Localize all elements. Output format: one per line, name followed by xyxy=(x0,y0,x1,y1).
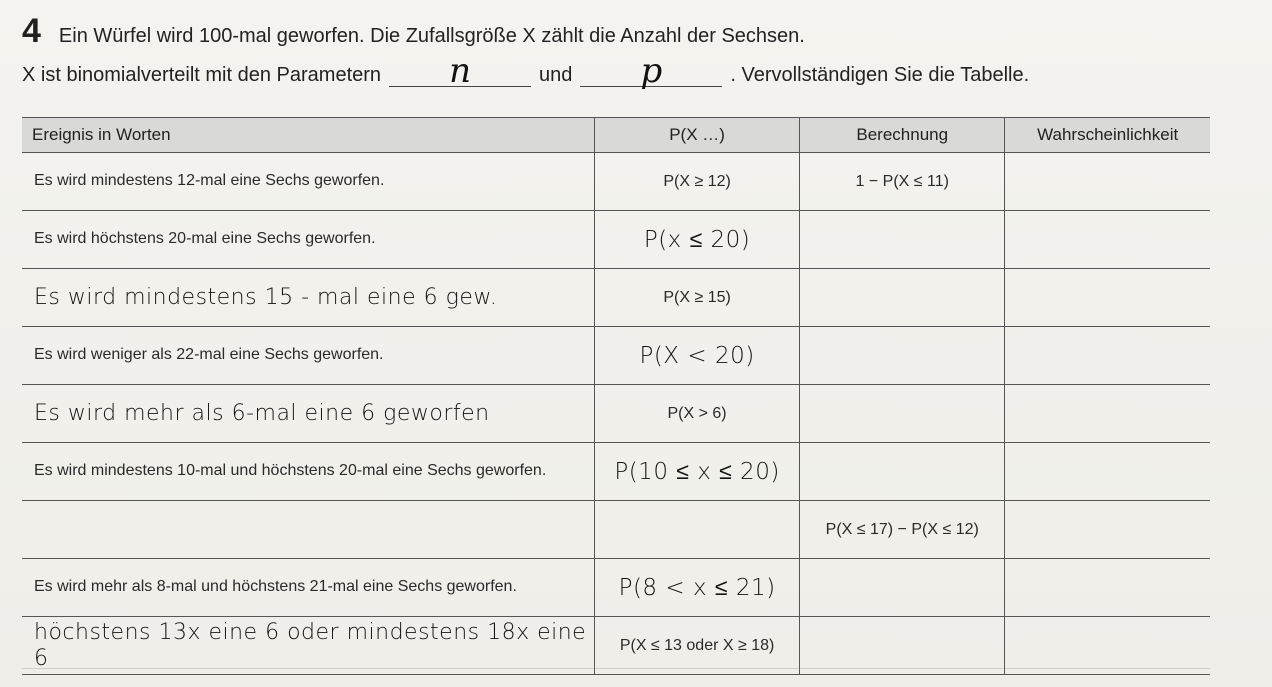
table-row xyxy=(22,211,1210,269)
table-row xyxy=(22,327,1210,385)
probability-expression-cell-text: P(X ≤ 13 oder X ≥ 18) xyxy=(619,636,775,654)
probability-expression-cell xyxy=(595,385,800,443)
calculation-cell xyxy=(800,211,1005,269)
task-number: 4 xyxy=(22,12,41,50)
calculation-cell xyxy=(800,153,1005,211)
probability-expression-cell xyxy=(595,269,800,327)
parameter-suffix: . Vervollständigen Sie die Tabelle. xyxy=(730,64,1030,86)
parameter-p-value: p xyxy=(640,51,663,91)
probability-expression-cell-text: P(10 ≤ x ≤ 20) xyxy=(614,459,780,485)
event-cell-text: Es wird höchstens 20-mal eine Sechs geworfen. xyxy=(34,230,376,248)
probability-expression-cell xyxy=(595,617,800,675)
event-cell xyxy=(22,211,595,269)
event-cell-text: Es wird mehr als 6-mal eine 6 geworfen xyxy=(34,400,490,426)
table-row xyxy=(22,385,1210,443)
event-cell xyxy=(22,269,595,327)
calculation-cell-text: 1 − P(X ≤ 11) xyxy=(855,172,949,190)
calculation-cell xyxy=(800,385,1005,443)
probability-expression-cell xyxy=(595,443,800,501)
probability-expression-cell xyxy=(595,153,800,211)
event-cell xyxy=(22,617,595,675)
bottom-edge xyxy=(22,668,1210,679)
calculation-cell xyxy=(800,327,1005,385)
probability-table xyxy=(22,117,1210,675)
probability-expression-cell xyxy=(595,501,800,559)
probability-cell xyxy=(1005,617,1210,675)
calculation-cell xyxy=(800,617,1005,675)
table-row xyxy=(22,269,1210,327)
task-header xyxy=(22,14,805,48)
task-text: Ein Würfel wird 100-mal geworfen. Die Zufallsgröße X zählt die Anzahl der Sechsen. xyxy=(58,25,805,47)
parameter-line xyxy=(22,51,1030,91)
table-row xyxy=(22,617,1210,675)
parameter-n-blank xyxy=(389,51,531,91)
calculation-cell xyxy=(800,443,1005,501)
table-row xyxy=(22,443,1210,501)
calculation-cell xyxy=(800,501,1005,559)
probability-cell xyxy=(1005,211,1210,269)
event-cell-text: Es wird mindestens 15 - mal eine 6 gew. xyxy=(34,284,498,310)
header-probability-expression: P(X …) xyxy=(595,118,800,153)
event-cell-text: Es wird weniger als 22-mal eine Sechs geworfen. xyxy=(34,346,384,364)
probability-expression-cell xyxy=(595,211,800,269)
probability-expression-cell-text: P(8 < x ≤ 21) xyxy=(618,575,776,601)
event-cell-text: höchstens 13x eine 6 oder mindestens 18x eine 6 xyxy=(34,620,587,671)
probability-expression-cell-text: P(x ≤ 20) xyxy=(643,227,751,253)
table-body xyxy=(22,153,1210,675)
event-cell-text: Es wird mindestens 12-mal eine Sechs geworfen. xyxy=(34,172,385,190)
parameter-n-value: n xyxy=(449,51,471,91)
calculation-cell xyxy=(800,559,1005,617)
probability-expression-cell-text: P(X ≥ 12) xyxy=(663,172,731,190)
calculation-cell-text: P(X ≤ 17) − P(X ≤ 12) xyxy=(825,520,979,538)
probability-table-wrapper xyxy=(22,117,1210,675)
header-calculation: Berechnung xyxy=(800,118,1005,153)
probability-expression-cell-text: P(X < 20) xyxy=(639,342,755,369)
parameter-p-blank xyxy=(580,51,722,91)
probability-cell xyxy=(1005,327,1210,385)
event-cell xyxy=(22,501,595,559)
probability-cell xyxy=(1005,153,1210,211)
header-probability: Wahrscheinlichkeit xyxy=(1005,118,1210,153)
probability-cell xyxy=(1005,501,1210,559)
probability-expression-cell xyxy=(595,327,800,385)
header-event: Ereignis in Worten xyxy=(22,118,595,153)
probability-cell xyxy=(1005,443,1210,501)
table-row xyxy=(22,559,1210,617)
calculation-cell xyxy=(800,269,1005,327)
table-row xyxy=(22,501,1210,559)
table-header-row xyxy=(22,118,1210,153)
probability-expression-cell-text: P(X > 6) xyxy=(667,404,727,422)
event-cell xyxy=(22,153,595,211)
table-row xyxy=(22,153,1210,211)
event-cell xyxy=(22,559,595,617)
probability-cell xyxy=(1005,559,1210,617)
event-cell-text: Es wird mehr als 8-mal und höchstens 21-mal eine Sechs geworfen. xyxy=(34,578,517,596)
event-cell xyxy=(22,327,595,385)
parameter-between: und xyxy=(539,64,573,86)
parameter-prefix: X ist binomialverteilt mit den Parametern xyxy=(22,64,382,86)
event-cell-text: Es wird mindestens 10-mal und höchstens 20-mal eine Sechs geworfen. xyxy=(34,462,547,480)
probability-expression-cell xyxy=(595,559,800,617)
event-cell xyxy=(22,385,595,443)
probability-cell xyxy=(1005,269,1210,327)
probability-expression-cell-text: P(X ≥ 15) xyxy=(663,288,731,306)
probability-cell xyxy=(1005,385,1210,443)
event-cell xyxy=(22,443,595,501)
